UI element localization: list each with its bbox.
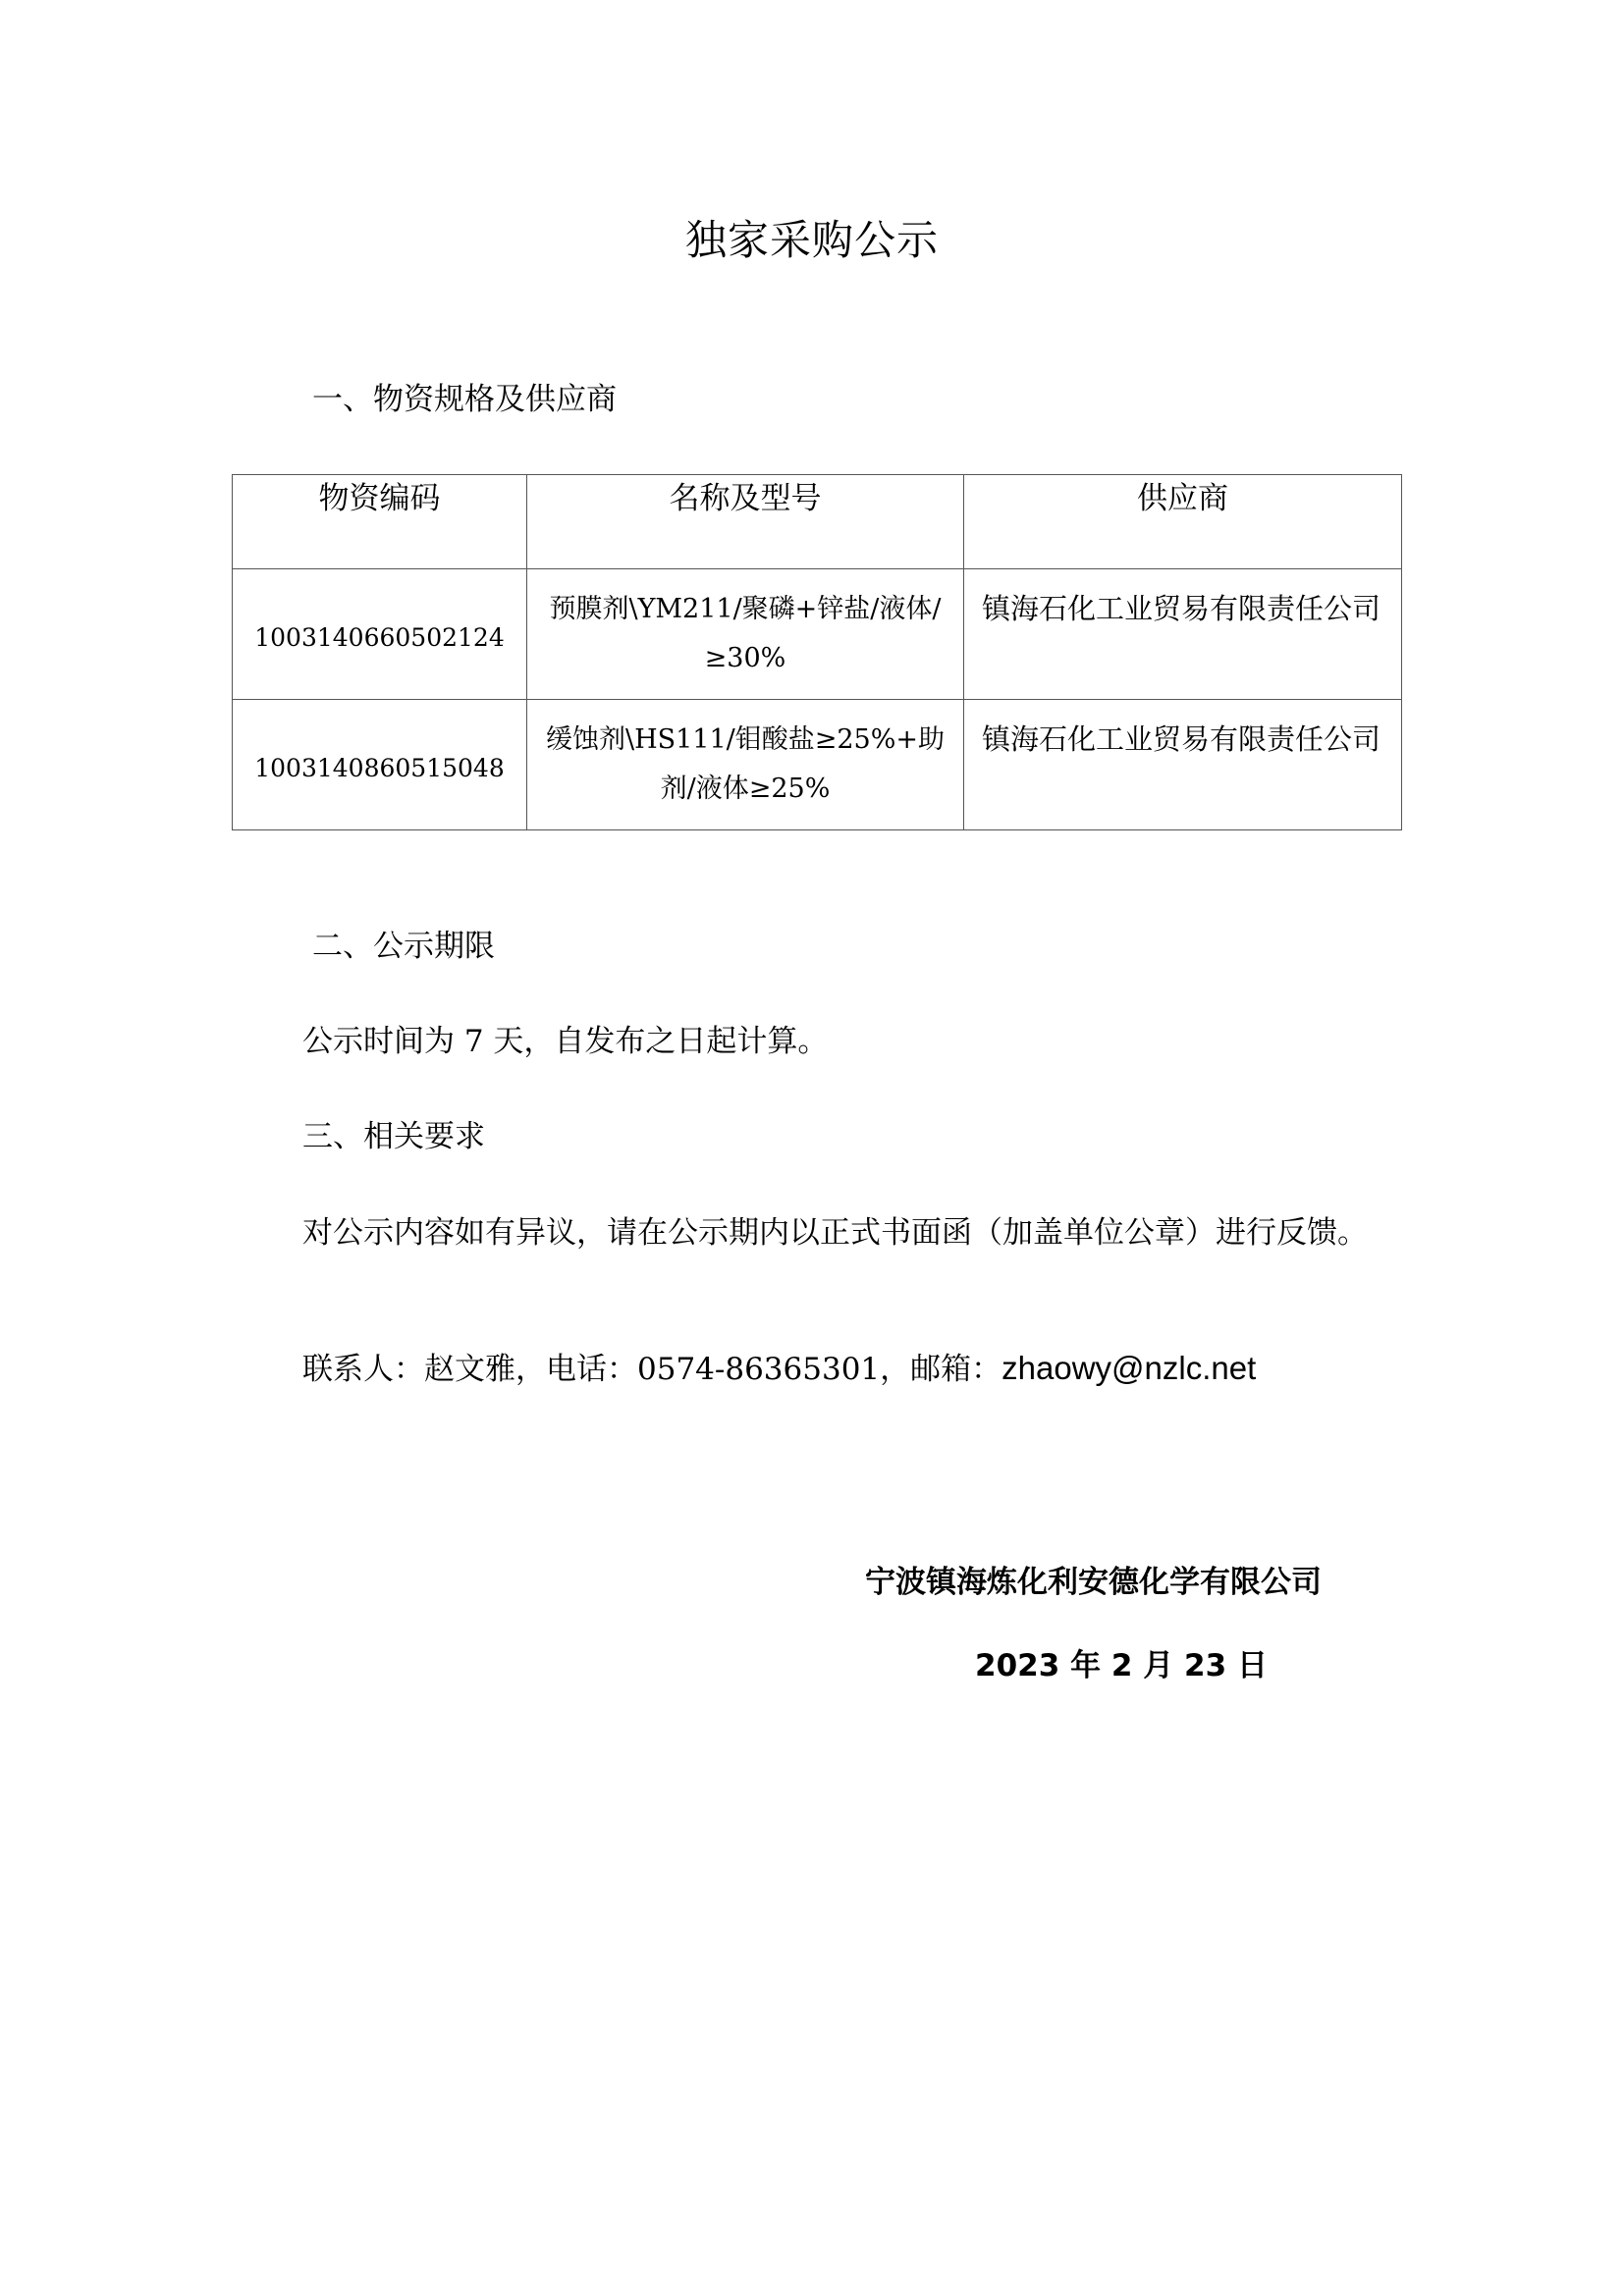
material-code-cell: 1003140660502124: [233, 569, 527, 700]
name-model-cell: 预膜剂\YM211/聚磷+锌盐/液体/≥30%: [527, 569, 964, 700]
contact-info: 联系人：赵文雅，电话：0574-86365301，邮箱：: [302, 1352, 1002, 1387]
email-address: zhaowy@nzlc.net: [1001, 1350, 1257, 1386]
supplier-cell: 镇海石化工业贸易有限责任公司: [964, 700, 1402, 830]
section1-heading: 一、物资规格及供应商: [312, 382, 617, 417]
header-name-model: 名称及型号: [527, 475, 964, 569]
table-row: [233, 700, 1402, 830]
table-header-row: [233, 475, 1402, 569]
supply-table: [232, 474, 1402, 830]
name-model-cell: 缓蚀剂\HS111/钼酸盐≥25%+助剂/液体≥25%: [527, 700, 964, 830]
section3-heading: 三、相关要求: [302, 1119, 485, 1154]
issue-date: 2023 年 2 月 23 日: [975, 1648, 1268, 1683]
publicity-period-text: 公示时间为 7 天，自发布之日起计算。: [302, 1024, 829, 1059]
table-row: [233, 569, 1402, 700]
objection-text: 对公示内容如有异议，请在公示期内以正式书面函（加盖单位公章）进行反馈。: [302, 1215, 1368, 1251]
material-code-cell: 1003140860515048: [233, 700, 527, 830]
header-supplier: 供应商: [964, 475, 1402, 569]
issuing-company: 宁波镇海炼化利安德化学有限公司: [865, 1565, 1322, 1600]
section2-heading: 二、公示期限: [312, 929, 495, 964]
supplier-cell: 镇海石化工业贸易有限责任公司: [964, 569, 1402, 700]
header-material-code: 物资编码: [233, 475, 527, 569]
contact-line: [302, 1345, 1256, 1393]
page-title: 独家采购公示: [684, 216, 939, 264]
